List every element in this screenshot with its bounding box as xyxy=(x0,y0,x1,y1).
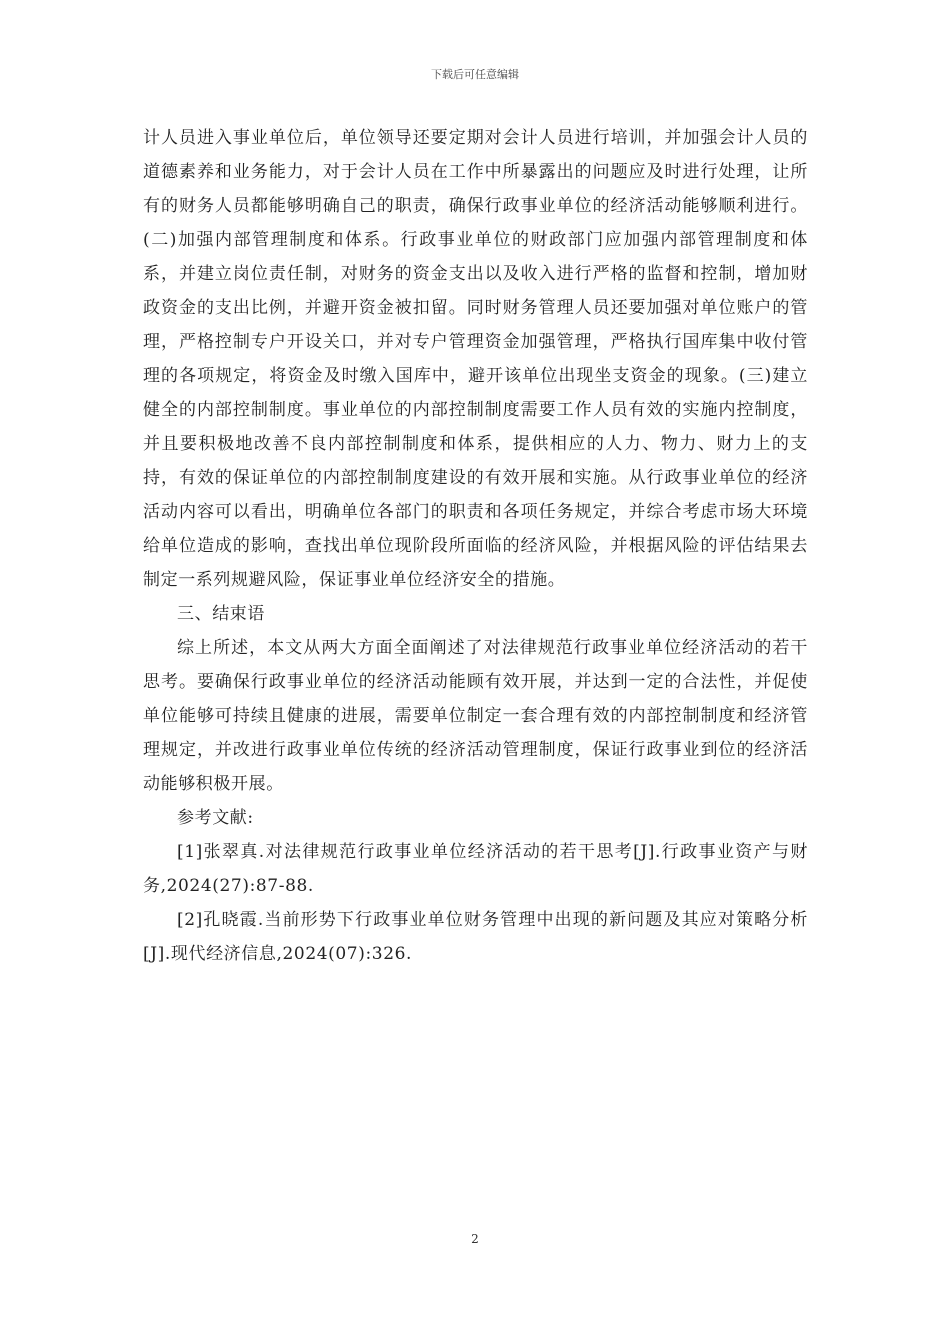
document-body xyxy=(143,121,808,971)
references-heading: 参考文献: xyxy=(177,808,254,828)
reference-item: [1]张翠真.对法律规范行政事业单位经济活动的若干思考[J].行政事业资产与财务,2024(27):87-88. xyxy=(143,842,808,896)
header-note: 下载后可任意编辑 xyxy=(431,68,519,81)
section-heading: 三、结束语 xyxy=(177,604,265,624)
body-paragraph: 计人员进入事业单位后，单位领导还要定期对会计人员进行培训，并加强会计人员的道德素养和业务能力，对于会计人员在工作中所暴露出的问题应及时进行处理，让所有的财务人员都能够明确自己的职责，确保行政事业单位的经济活动能够顺利进行。(二)加强内部管理制度和体系。行政事业单位的财政部门应加强内部管理制度和体系，并建立岗位责任制，对财务的资金支出以及收入进行严格的监督和控制，增加财政资金的支出比例，并避开资金被扣留。同时财务管理人员还要加强对单位账户的管理，严格控制专户开设关口，并对专户管理资金加强管理，严格执行国库集中收付管理的各项规定，将资金及时缴入国库中，避开该单位出现坐支资金的现象。(三)建立健全的内部控制制度。事业单位的内部控制制度需要工作人员有效的实施内控制度，并且要积极地改善不良内部控制制度和体系，提供相应的人力、物力、财力上的支持，有效的保证单位的内部控制制度建设的有效开展和实施。从行政事业单位的经济活动内容可以看出，明确单位各部门的职责和各项任务规定，并综合考虑市场大环境给单位造成的影响，查找出单位现阶段所面临的经济风险，并根据风险的评估结果去制定一系列规避风险，保证事业单位经济安全的措施。 xyxy=(143,128,808,590)
page-number: 2 xyxy=(471,1232,479,1246)
body-paragraph: 综上所述，本文从两大方面全面阐述了对法律规范行政事业单位经济活动的若干思考。要确保行政事业单位的经济活动能顾有效开展，并达到一定的合法性，并促使单位能够可持续且健康的进展，需要单位制定一套合理有效的内部控制制度和经济管理规定，并改进行政事业单位传统的经济活动管理制度，保证行政事业到位的经济活动能够积极开展。 xyxy=(143,638,808,794)
reference-item: [2]孔晓霞.当前形势下行政事业单位财务管理中出现的新问题及其应对策略分析[J].现代经济信息,2024(07):326. xyxy=(143,910,808,964)
